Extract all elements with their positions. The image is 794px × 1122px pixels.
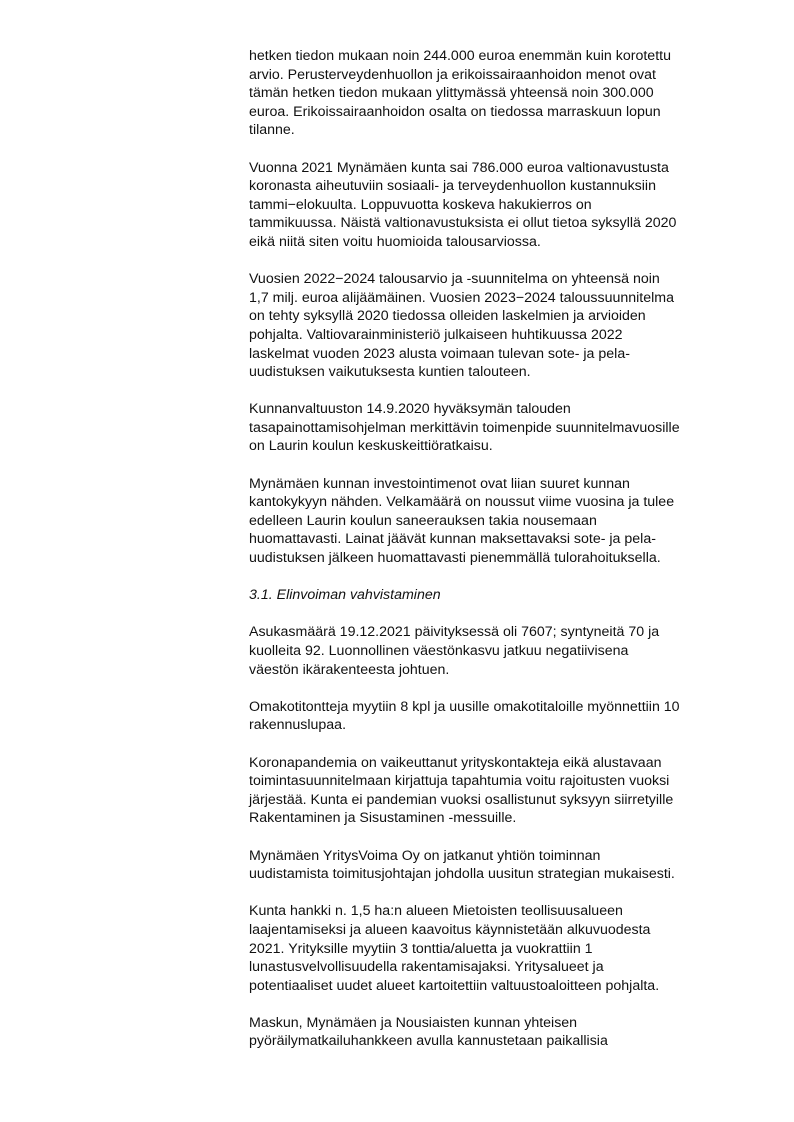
text-line: uudistuksen vaikutuksesta kuntien talouteen. bbox=[249, 364, 531, 381]
text-line: Maskun, Mynämäen ja Nousiaisten kunnan yhteisen bbox=[249, 1014, 578, 1031]
paragraph-investments bbox=[249, 475, 749, 568]
text-line: euroa. Erikoissairaanhoidon osalta on tiedossa marraskuun lopun bbox=[249, 103, 661, 120]
text-line: rakennuslupaa. bbox=[249, 717, 347, 734]
text-line: laskelmat vuoden 2023 alusta voimaan tulevan sote- ja pela- bbox=[249, 345, 630, 362]
section-heading-text: 3.1. Elinvoiman vahvistaminen bbox=[249, 587, 441, 604]
text-line: Kunnanvaltuuston 14.9.2020 hyväksymän talouden bbox=[249, 401, 571, 418]
text-line: Mynämäen YritysVoima Oy on jatkanut yhtiön toiminnan bbox=[249, 847, 601, 864]
text-line: huomattavasti. Lainat jäävät kunnan maksettavaksi sote- ja pela- bbox=[249, 531, 656, 548]
text-line: tämän hetken tiedon mukaan ylittymässä yhteensä noin 300.000 bbox=[249, 85, 654, 102]
paragraph-budget-overrun bbox=[249, 47, 749, 140]
paragraph-budget-plan bbox=[249, 270, 749, 382]
section-heading bbox=[249, 586, 749, 605]
text-line: järjestää. Kunta ei pandemian vuoksi osallistunut syksyyn siirretyille bbox=[249, 791, 674, 808]
text-line: pyöräilymatkailuhankkeen avulla kannustetaan paikallisia bbox=[249, 1033, 608, 1050]
text-line: koronasta aiheutuviin sosiaali- ja terveydenhuollon kustannuksiin bbox=[249, 178, 656, 195]
text-line: Vuonna 2021 Mynämäen kunta sai 786.000 euroa valtionavustusta bbox=[249, 159, 669, 176]
body-text bbox=[249, 47, 749, 1070]
text-line: edelleen Laurin koulun saneerauksen takia nousemaan bbox=[249, 512, 597, 529]
text-line: 2021. Yrityksille myytiin 3 tonttia/aluetta ja vuokrattiin 1 bbox=[249, 940, 593, 957]
text-line: Koronapandemia on vaikeuttanut yrityskontakteja eikä alustavaan bbox=[249, 754, 662, 771]
text-line: Asukasmäärä 19.12.2021 päivityksessä oli 7607; syntyneitä 70 ja bbox=[249, 624, 660, 641]
text-line: uudistamista toimitusjohtajan johdolla uusitun strategian mukaisesti. bbox=[249, 866, 675, 883]
paragraph-company bbox=[249, 847, 749, 884]
text-line: Vuosien 2022−2024 talousarvio ja -suunnitelma on yhteensä noin bbox=[249, 271, 660, 288]
text-line: on Laurin koulun keskuskeittiöratkaisu. bbox=[249, 438, 493, 455]
text-line: tilanne. bbox=[249, 122, 295, 139]
paragraph-pandemic bbox=[249, 754, 749, 828]
text-line: pohjalta. Valtiovarainministeriö julkaiseen huhtikuussa 2022 bbox=[249, 326, 623, 343]
text-line: eikä niitä siten voitu huomioida talousarviossa. bbox=[249, 233, 541, 250]
text-line: Mynämäen kunnan investointimenot ovat liian suuret kunnan bbox=[249, 475, 630, 492]
text-line: arvio. Perusterveydenhuollon ja erikoissairaanhoidon menot ovat bbox=[249, 66, 656, 83]
text-line: kantokykyyn nähden. Velkamäärä on noussut viime vuosina ja tulee bbox=[249, 494, 675, 511]
text-line: Kunta hankki n. 1,5 ha:n alueen Mietoisten teollisuusalueen bbox=[249, 903, 623, 920]
paragraph-industrial-area bbox=[249, 902, 749, 995]
text-line: potentiaaliset uudet alueet kartoitettiin valtuustoaloitteen pohjalta. bbox=[249, 977, 660, 994]
paragraph-cycling-project bbox=[249, 1014, 749, 1051]
text-line: väestön ikärakenteesta johtuen. bbox=[249, 661, 450, 678]
paragraph-population bbox=[249, 623, 749, 679]
paragraph-balancing-program bbox=[249, 400, 749, 456]
text-line: laajentamiseksi ja alueen kaavoitus käynnistetään alkuvuodesta bbox=[249, 921, 651, 938]
text-line: tasapainottamisohjelman merkittävin toimenpide suunnitelmavuosille bbox=[249, 419, 680, 436]
text-line: toimintasuunnitelmaan kirjattuja tapahtumia voitu rajoitusten vuoksi bbox=[249, 773, 670, 790]
text-line: Rakentaminen ja Sisustaminen -messuille. bbox=[249, 810, 517, 827]
paragraph-state-aid bbox=[249, 159, 749, 252]
text-line: Omakotitontteja myytiin 8 kpl ja uusille omakotitaloille myönnettiin 10 bbox=[249, 698, 680, 715]
text-line: uudistuksen jälkeen huomattavasti pienemmällä tulorahoituksella. bbox=[249, 550, 661, 567]
text-line: on tehty syksyllä 2020 tiedossa olleiden laskelmien ja arvioiden bbox=[249, 308, 646, 325]
text-line: tammi−elokuulta. Loppuvuotta koskeva hakukierros on bbox=[249, 196, 592, 213]
text-line: 1,7 milj. euroa alijäämäinen. Vuosien 2023−2024 taloussuunnitelma bbox=[249, 289, 674, 306]
text-line: lunastusvelvollisuudella rakentamisajaksi. Yritysalueet ja bbox=[249, 959, 604, 976]
text-line: tammikuussa. Näistä valtionavustuksista ei ollut tietoa syksyllä 2020 bbox=[249, 215, 677, 232]
text-line: kuolleita 92. Luonnollinen väestönkasvu jatkuu negatiivisena bbox=[249, 643, 629, 659]
paragraph-plots bbox=[249, 698, 749, 735]
text-line: hetken tiedon mukaan noin 244.000 euroa enemmän kuin korotettu bbox=[249, 48, 671, 64]
